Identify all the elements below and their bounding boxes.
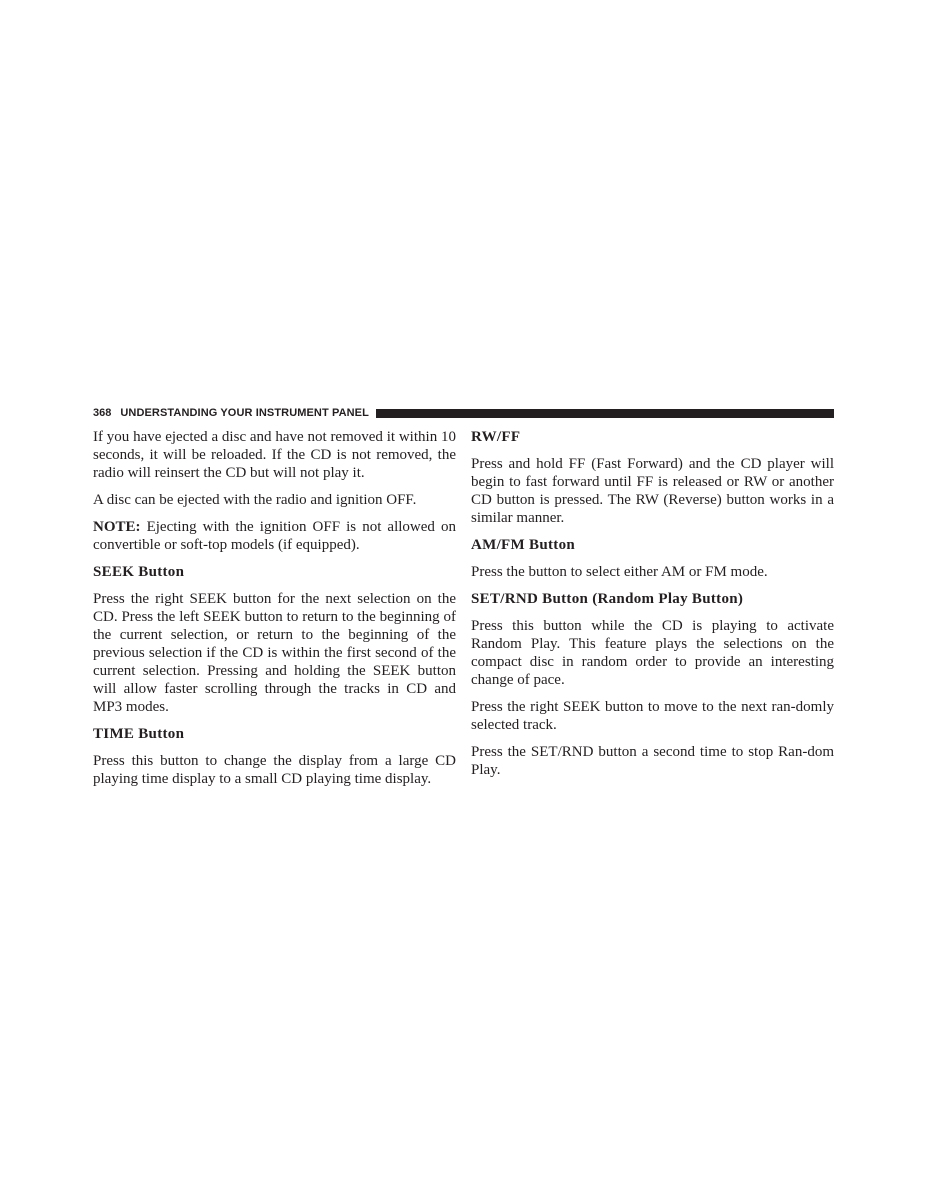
note-paragraph	[93, 518, 456, 554]
left-column	[93, 428, 456, 797]
time-heading: TIME Button	[93, 726, 185, 742]
setrnd-heading: SET/RND Button (Random Play Button)	[471, 591, 744, 607]
rwff-heading: RW/FF	[471, 429, 521, 445]
rwff-paragraph: Press and hold FF (Fast Forward) and the CD player will begin to fast forward until FF is released or RW or another CD button is pressed. The RW (Reverse) button works in a similar manner.	[471, 456, 834, 526]
page-number: 368	[93, 407, 112, 419]
section-title: UNDERSTANDING YOUR INSTRUMENT PANEL	[120, 407, 369, 419]
amfm-paragraph: Press the button to select either AM or FM mode.	[471, 564, 768, 580]
note-text: Ejecting with the ignition OFF is not allowed on convertible or soft-top models (if equipped).	[93, 519, 456, 553]
setrnd-paragraph-2: Press the right SEEK button to move to the next ran-domly selected track.	[471, 699, 834, 733]
setrnd-paragraph-1: Press this button while the CD is playing to activate Random Play. This feature plays the selections on the compact disc in random order to provide an interesting change of pace.	[471, 618, 834, 688]
amfm-heading: AM/FM Button	[471, 537, 576, 553]
setrnd-paragraph-3: Press the SET/RND button a second time to stop Ran-dom Play.	[471, 744, 834, 778]
eject-reload-paragraph: If you have ejected a disc and have not removed it within 10 seconds, it will be reloaded. If the CD is not removed, the radio will reinsert the CD but will not play it.	[93, 429, 456, 481]
note-label: NOTE:	[93, 519, 141, 535]
time-paragraph: Press this button to change the display from a large CD playing time display to a small CD playing time display.	[93, 753, 456, 787]
seek-paragraph: Press the right SEEK button for the next selection on the CD. Press the left SEEK button to return to the beginning of the current selection, or return to the beginning of the previous selection if the CD is within the first second of the current selection. Pressing and holding the SEEK button will allow faster scrolling through the tracks in CD and MP3 modes.	[93, 591, 456, 715]
eject-off-paragraph: A disc can be ejected with the radio and ignition OFF.	[93, 492, 417, 508]
page-header	[93, 406, 834, 420]
right-column	[471, 428, 834, 788]
header-rule	[376, 409, 834, 418]
seek-heading: SEEK Button	[93, 564, 185, 580]
